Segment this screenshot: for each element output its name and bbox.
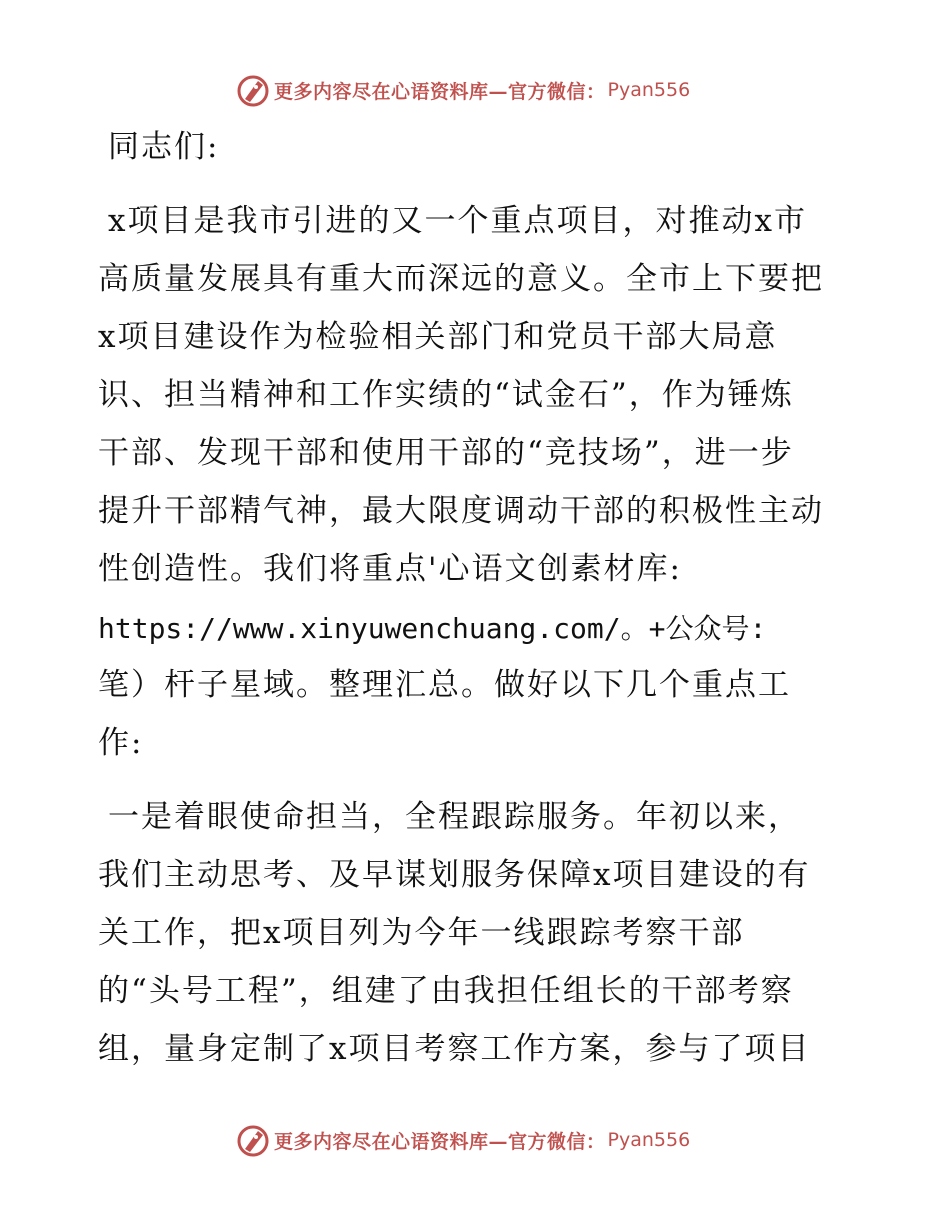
pen-nib-logo-icon [236, 1123, 270, 1157]
banner-wechat-id: Pyan556 [607, 1129, 691, 1151]
paragraph-line: 提升干部精气神，最大限度调动干部的积极性主动 [98, 493, 824, 529]
paragraph-line: 性创造性。我们将重点'心语文创素材库: [98, 551, 682, 587]
pen-nib-logo-icon [236, 73, 270, 107]
banner-text: 更多内容尽在心语资料库—官方微信： [274, 1130, 606, 1153]
paragraph-line: x项目建设作为检验相关部门和党员干部大局意 [98, 319, 778, 355]
paragraph-line: 高质量发展具有重大而深远的意义。全市上下要把 [98, 261, 824, 297]
salutation: 同志们: [108, 129, 220, 165]
header-banner [236, 72, 690, 108]
paragraph-line: 组，量身定制了x项目考察工作方案，参与了项目 [98, 1031, 811, 1067]
paragraph-line: 我们主动思考、及早谋划服务保障x项目建设的有 [98, 857, 811, 893]
paragraph-line: x项目是我市引进的又一个重点项目，对推动x市 [108, 203, 807, 239]
url-line: https://www.xinyuwenchuang.com/。+公众号: [98, 612, 767, 645]
paragraph-line: 笔）杆子星域。整理汇总。做好以下几个重点工 [98, 667, 791, 703]
paragraph-line: 识、担当精神和工作实绩的“试金石”，作为锤炼 [98, 377, 794, 413]
banner-text: 更多内容尽在心语资料库—官方微信： [274, 80, 606, 103]
paragraph-line: 一是着眼使命担当，全程跟踪服务。年初以来， [108, 799, 801, 835]
footer-banner [236, 1122, 690, 1158]
paragraph-line: 的“头号工程”，组建了由我担任组长的干部考察 [98, 973, 794, 1009]
paragraph-line: 干部、发现干部和使用干部的“竞技场”，进一步 [98, 435, 794, 471]
paragraph-line: 关工作，把x项目列为今年一线跟踪考察干部 [98, 915, 745, 951]
paragraph-line: 作: [98, 725, 144, 761]
banner-wechat-id: Pyan556 [607, 79, 691, 101]
